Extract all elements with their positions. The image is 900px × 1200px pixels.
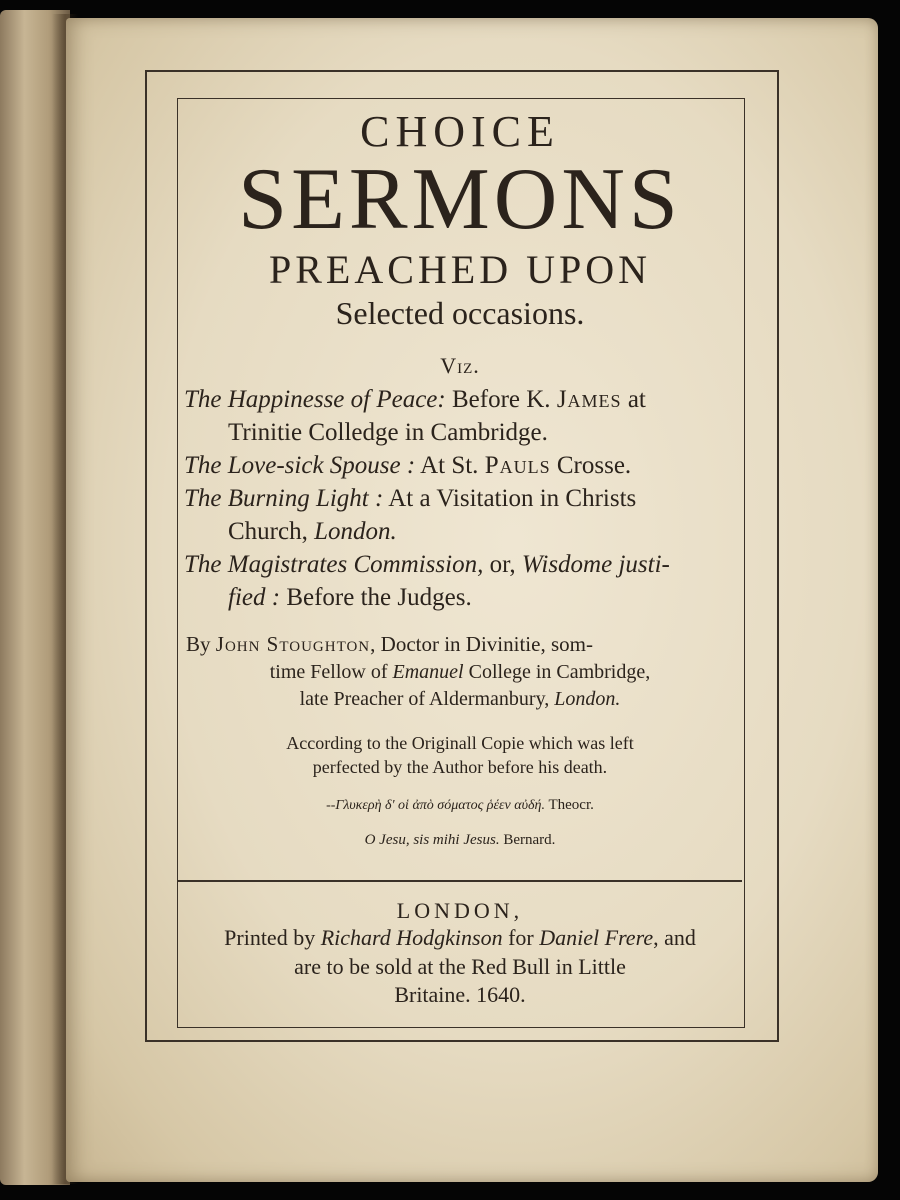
sermon-occasion-cont-text: Church, <box>228 518 315 546</box>
imprint-line-2: are to be sold at the Red Bull in Little <box>294 953 626 979</box>
sermon-entry <box>184 482 740 548</box>
imprint-rule-top <box>178 880 742 882</box>
imprint-printed-by: Printed by <box>224 925 321 950</box>
according-line-1: According to the Originall Copie which was left <box>286 732 634 753</box>
imprint-for: for <box>502 925 540 950</box>
sermon-person: James <box>556 386 622 414</box>
sermon-occasion-cont <box>184 581 472 614</box>
sermon-entry <box>184 383 740 449</box>
sermon-entry <box>184 548 740 614</box>
sermon-place: London. <box>314 518 397 546</box>
author-line-1 <box>180 630 740 658</box>
imprint-line-3: Britaine. 1640. <box>394 982 526 1008</box>
sermon-alt-title-cont: fied : <box>228 584 281 612</box>
sermon-occasion: Before the Judges. <box>280 584 472 612</box>
sermon-entry <box>184 449 740 482</box>
sermon-occasion-cont: Trinitie Colledge in Cambridge. <box>228 419 548 447</box>
author-by: By <box>186 632 216 657</box>
title-line-choice: CHOICE <box>360 107 560 156</box>
sermon-conjunction: or, <box>483 551 522 579</box>
sermon-title: The Love-sick Spouse : <box>184 452 416 480</box>
latin-quote: O Jesu, sis mihi Jesus. <box>364 832 500 849</box>
greek-quote: --Γλυκερὴ δ' οἱ ἀπὸ σόματος ῥέεν αὐδή. <box>326 798 545 814</box>
sermon-title: The Happinesse of Peace: <box>184 386 446 414</box>
author-college: Emanuel <box>392 660 464 683</box>
title-block <box>180 100 740 849</box>
author-city: London. <box>554 687 621 710</box>
author-block <box>180 630 740 712</box>
sermon-occasion: Before K. <box>445 386 557 414</box>
sermon-alt-title: Wisdome justi- <box>521 551 670 579</box>
according-line-2: perfected by the Author before his death. <box>312 756 608 777</box>
title-line-sermons: SERMONS <box>238 151 682 248</box>
author-line-2-b: College in Cambridge, <box>463 660 651 683</box>
viz-heading: Viz. <box>440 353 480 379</box>
sermon-occasion: At a Visitation in Christs <box>383 485 637 513</box>
imprint-block <box>180 898 740 1010</box>
author-title: , Doctor in Divinitie, som- <box>370 632 593 657</box>
title-line-preached: PREACHED UPON <box>268 247 652 292</box>
imprint-city: LONDON, <box>396 898 524 923</box>
sermon-occasion-end: Crosse. <box>550 452 632 480</box>
sermon-occasion-cont <box>184 515 397 548</box>
according-note <box>180 731 740 780</box>
author-line-3-a: late Preacher of Aldermanbury, <box>299 687 555 710</box>
sermon-person: Pauls <box>484 452 551 480</box>
greek-epigraph <box>180 797 740 814</box>
sermon-list <box>180 383 740 614</box>
author-line-2-a: time Fellow of <box>269 660 393 683</box>
author-line-3 <box>180 686 740 713</box>
imprint-and: , and <box>653 925 696 950</box>
greek-source: Theocr. <box>548 797 594 814</box>
sermon-occasion: At St. <box>415 452 485 480</box>
author-name: John Stoughton <box>215 632 371 657</box>
latin-epigraph <box>180 832 740 849</box>
latin-source: Bernard. <box>503 832 556 849</box>
sermon-title: The Burning Light : <box>184 485 384 513</box>
sermon-title: The Magistrates Commission, <box>184 551 484 579</box>
title-line-selected: Selected occasions. <box>335 295 585 331</box>
author-line-2 <box>180 659 740 686</box>
imprint-bookseller: Daniel Frere <box>539 925 654 950</box>
imprint-printer: Richard Hodgkinson <box>320 925 503 950</box>
sermon-occasion-end: at <box>621 386 646 414</box>
imprint-line-1 <box>180 924 740 953</box>
